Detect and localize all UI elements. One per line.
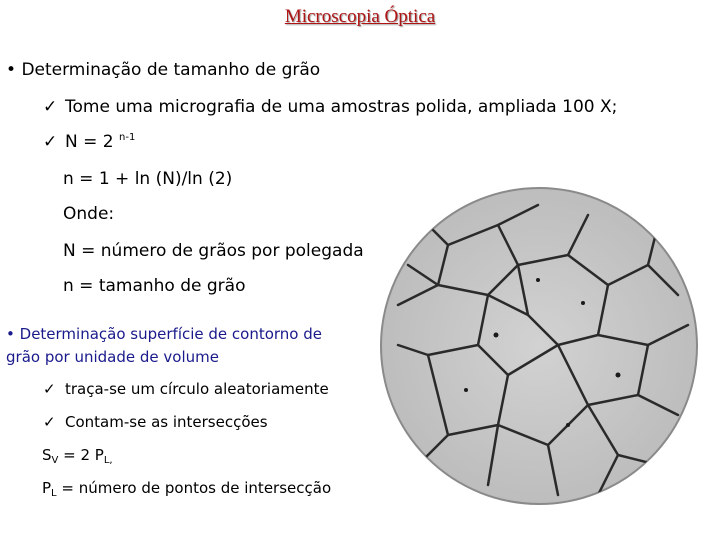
pl-subscript: L (51, 488, 57, 499)
page-title: Microscopia Óptica (284, 6, 436, 27)
definition-pl (42, 479, 331, 499)
formula-N-base: N = 2 (65, 132, 114, 152)
formula-n: n = 1 + ln (N)/ln (2) (63, 169, 233, 189)
section1-heading-text: Determinação de tamanho de grão (21, 60, 321, 80)
list-item-micrograph (43, 97, 617, 117)
formula-N-exponent: n-1 (119, 132, 136, 143)
definition-N: N = número de grãos por polegada (63, 241, 364, 261)
grain-micrograph-icon (378, 185, 700, 507)
list-item-formula-N (43, 132, 135, 152)
section2-heading (6, 325, 322, 343)
definition-n: n = tamanho de grão (63, 276, 246, 296)
section2-heading-text: Determinação superfície de contorno de (19, 325, 323, 343)
checkmark-icon: ✓ (43, 132, 58, 152)
section2-heading-line2: grão por unidade de volume (6, 348, 219, 366)
sv-S: S (42, 446, 52, 464)
checkmark-icon: ✓ (43, 380, 56, 398)
pl-P: P (42, 479, 52, 497)
checkmark-icon: ✓ (43, 97, 58, 117)
checkmark-icon: ✓ (43, 413, 56, 431)
bullet-icon: • (6, 325, 15, 343)
sv-subscript: V (51, 455, 59, 466)
item-text: Tome uma micrografia de uma amostras polida, ampliada 100 X; (65, 97, 618, 117)
sv-subscript-L: L, (103, 455, 113, 466)
formula-sv (42, 446, 113, 466)
list-item-intersections (43, 413, 268, 431)
item-text: traça-se um círculo aleatoriamente (65, 380, 329, 398)
list-item-circle (43, 380, 329, 398)
item-text: Contam-se as intersecções (65, 413, 268, 431)
onde-label: Onde: (63, 204, 115, 224)
bullet-icon: • (6, 60, 17, 80)
pl-text: = número de pontos de intersecção (61, 479, 332, 497)
section1-heading (6, 60, 320, 80)
sv-middle: = 2 P (63, 446, 104, 464)
